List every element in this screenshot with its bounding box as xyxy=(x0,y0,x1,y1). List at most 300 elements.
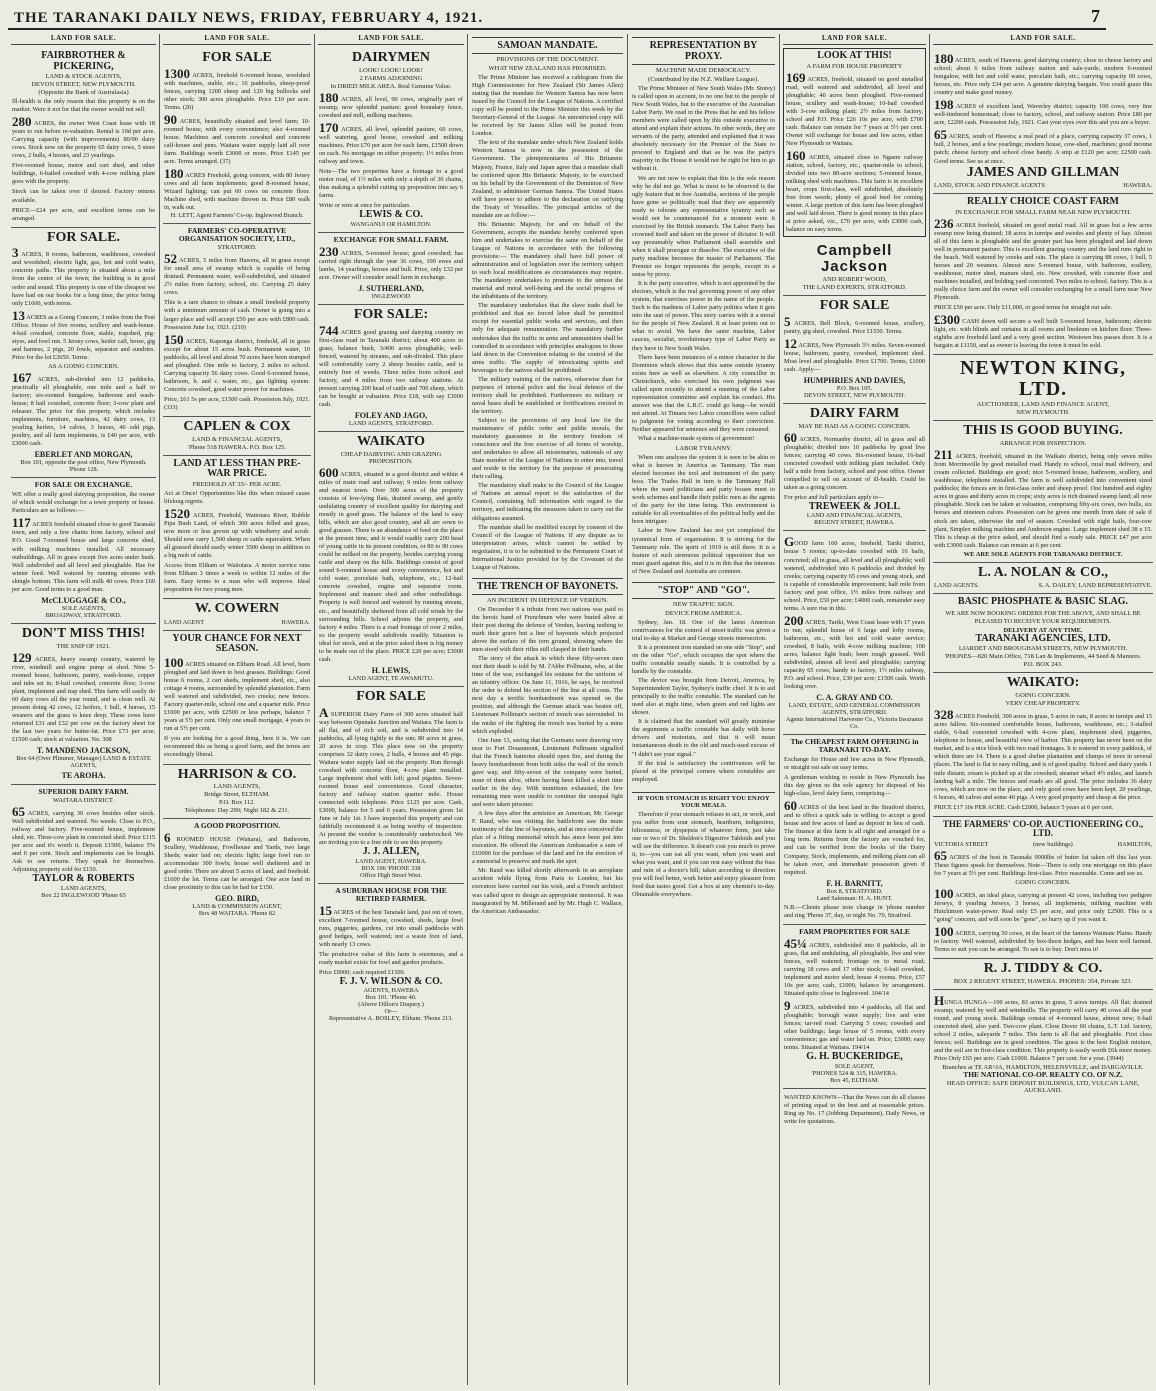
ad-nolan xyxy=(933,563,1153,595)
ad-firm: W. COWERN xyxy=(194,601,280,617)
ad-your-chance xyxy=(163,631,311,765)
column-3 xyxy=(315,34,468,1385)
ad-firm: THE FARMERS' CO-OP. AUCTIONEERING CO., LTD. xyxy=(942,818,1144,839)
ad-subheading: VERY CHEAP PROPERTY. xyxy=(1005,700,1081,708)
ad-price: PRICE £50 per acre. Only £11,000, or good terms for straight out sale. xyxy=(934,304,1113,312)
listing-text: ACRES, carrying 30 cows besides other stock. Well subdivided and watered. No weeds. Close to P.O., railway and factory. Five-roomed house, implement shed, etc. Three-cow plant in concreted shed. Price £115 per acre and it's worth it. Deposit £1500, balance 5% and 6 per cent. Stock and implements can be bought. Ask to see returns. They speak for themselves. Adjoining property sold for £150. xyxy=(12,809,156,874)
ad-address: BROADWAY, STRATFORD. xyxy=(45,611,122,619)
ad-text: Note—The two properties have a frontage to a good motor road, of 1½ miles with only a depth of 30 chains, thus making a splendid cutting up proposition into say 6 farms. xyxy=(319,168,463,200)
listing-text: ACRES, Kaponga district, freehold, all in grass except for about 15 acres bush. Permanent water, 10 paddocks, all level and about 70 acres have been stumped and ploughed. One mile to factory, 2 miles to school. Carrying capacity 56 dairy cows. Good 6-roomed house, bathroom, h. and c. water, etc., gas lighting system. Concrete cowshed, good water power for machines. xyxy=(164,337,310,393)
ad-address: BOX 196 'PHONE 338 xyxy=(361,864,421,872)
ad-look: LOOK! LOOK! LOOK! xyxy=(359,66,423,74)
ad-listing xyxy=(12,649,155,745)
ad-heading: FOR SALE xyxy=(356,688,426,704)
ad-town: NEW PLYMOUTH. xyxy=(1016,409,1070,417)
ad-listing xyxy=(934,923,1152,954)
ad-text: This is a rare chance to obtain a small freehold property with a minimum amount of cash. Owner is going into a larger place and will accept £50 per acre with £800 cash. Possession June 1st, 1921. (210) xyxy=(164,299,310,331)
article-headline: THE TRENCH OF BAYONETS. xyxy=(472,578,623,595)
ad-office: HEAD OFFICE: SAFE DEPOSIT BUILDINGS, LTD, VULCAN LANE, AUCKLAND. xyxy=(946,1080,1140,1095)
ad-firm: Campbell Jackson xyxy=(816,242,893,276)
ad-text: WE offer a really good dairying proposition, the owner of which would exchange for a town property or house. Particulars are as follows:— xyxy=(12,491,155,515)
listing-text: ACRES Freehold, going concern, with 80 Jersey cows and all farm implements; good 8-roomed house, Wizard lighting; can put 60 cows on concrete floor. Machine shed, with machine thrown in. Price £80 walk in, walk out. xyxy=(164,172,310,212)
ad-town: STRATFORD. xyxy=(217,244,257,252)
ad-address: Box 64 (Over Plimmer, Manager) LAND & ESTATE AGENTS, xyxy=(16,755,151,770)
ad-type: LAND & STOCK AGENTS, xyxy=(45,73,122,80)
listing-text: ACRES, Tariki, West Coast lease with 17 years to run; splendid house of 6 large and lofty rooms, bathroom, etc., with hot and cold water service; cowshed, 8 bails, with 4-cow milking machine; 100 acres, balance light bush; been rough grassed. Well subdivided, almost all level and ploughable; carrying capacity 65 cows; handy to factory, 1½ miles railway, P.O. and school. Price, £30 per acre; £1500 cash. Worth looking over. xyxy=(784,618,926,691)
article-paragraph: When one analyses the system it is seen to be akin to what is known in America as Tammany. The man elected becomes the tool and instrument of the party boss. The Trades Hall in turn is the Tammany Hall where the ward politicians and party bosses meet to work schemes and handle their public men as the agents of the party for the time being. This environment is suitable for all eventualities of the political bully and the born intriguer. xyxy=(632,454,775,526)
article-paragraph: There have been instances of a minor character in the Dominion which shows that this same outside tyranny exists here as well as elsewhere. A city councillor in Christchurch, who exercised his own judgment was called upon recently to attend a meeting of the Labor representation committee and explain his conduct. His answer was that the L.R.C. could go hang—he would not attend. At Timaru two Labor councillors were called to judgment for voting according to their conviction. Neither appeared for sentence and they were censured. xyxy=(632,353,775,433)
article-paragraph: Labor in New Zealand has not yet completed the tyrannical form of organisation. It is striving for the Tammany rule. The spirit of 1919 is still there. It is a feature of such strenuous political opposition that we must guard against this, and it is in this that the interests of New Zealand and Australia are common. xyxy=(632,527,775,575)
ad-note: N.B.—Clients please note change in 'phone number and ring 'Phone 37, day, or night No. 70, Stratford. xyxy=(784,903,925,919)
ad-subheading: CHEAP DAIRYING AND GRAZING PROPOSITION. xyxy=(340,450,442,465)
listing-acreage: 13 xyxy=(12,307,25,323)
ad-phones: 'PHONES—820 Main Office, 718 Lan & Implements, 44 Seed & Manures. xyxy=(944,653,1142,661)
listing-text: ACRES, 8 rooms, bathroom, washhouse, cowshed and woodshed; electric light, gas, hot and cold water, concrete paths. This property is situated about a mile from the centre of the town; the building is in good order and sound. This property is one of the cheapest we have had on our books for a long time, the price being only £1600, with terms. xyxy=(12,251,156,307)
ad-less-than-prewar xyxy=(163,456,311,600)
article-stomach-advert xyxy=(631,787,776,903)
ad-text: WANTED KNOWN—That the News can do all classes of printing equal to the best and at reasonable prices. Ring up No. 17 (Jobbing Department), Daily News, or write for quotations. xyxy=(784,1093,925,1125)
column-6 xyxy=(780,34,930,1385)
listing-ref: (37) xyxy=(219,158,231,166)
ad-listing xyxy=(164,654,310,733)
article-paragraph: The mandatory shall make to the Council of the League of Nations an annual report to the satisfaction of the Council, containing full information with regard to the territory, and indicating the measures taken to carry out the obligations assumed. xyxy=(472,482,623,522)
ad-subheading: DELIVERY AT ANY TIME. xyxy=(1003,626,1083,634)
ad-h-lett xyxy=(163,48,311,224)
ad-address: DEVON STREET, NEW PLYMOUTH. xyxy=(803,391,906,399)
ad-address: Box 48 WAITARA. 'Phone 82 xyxy=(198,910,276,918)
article-paragraph: The device was brought from Detroit, America, by Superintendent Taylor, Sydney's traffic chief. It is to aid principally to the traffic constable. The standard can be used also at night time, when green and red lights are shown. xyxy=(632,677,775,717)
ad-heading: FARM PROPERTIES FOR SALE xyxy=(799,926,910,936)
article-subhead: DEVICE FROM AMERICA. xyxy=(665,609,742,617)
listing-acreage: 3 xyxy=(12,245,19,261)
ad-firm: J. J. ALLEN, xyxy=(362,846,420,858)
ad-phone: Telephones: Day 290; Night 182 & 231. xyxy=(184,807,290,815)
ad-and: AND ROBERT WOOD, xyxy=(822,275,887,283)
ad-footer: VICTORIA STREET (new buildings) HAMILTON, xyxy=(934,840,1152,848)
ad-heading: THIS IS GOOD BUYING. xyxy=(963,423,1123,439)
article-paragraph: One June 13, seeing that the Germans were drawing very near to Fort Douaumont, Lieutenant Pollmann signalled that the French batteries should open fire, and during the heavy bombardment from both sides the wall of the trench gave way, and fifty-seven of the company were buried, none of them alive, others having been killed a short time earlier in the day. With munitions exhausted, the few remaining men were unable to continue the unequal fight and were taken prisoner. xyxy=(472,736,623,808)
ad-listing xyxy=(786,69,924,148)
listing-acreage: 65 xyxy=(934,127,947,143)
ad-listing xyxy=(319,243,464,282)
ad-heading: DAIRYMEN xyxy=(351,50,431,65)
ad-box: P.O. Box 112. xyxy=(218,799,256,807)
ad-firm: C. A. GRAY AND CO. xyxy=(816,693,893,703)
ad-foley-jago xyxy=(318,305,464,432)
ad-tiddy xyxy=(933,959,1153,990)
article-paragraph: On December 9 a tribute from two nations was paid to the heroic band of Frenchmen who were buried alive at their post during the defence of Verdun, leaving nothing to mark their grave but a line of bayonets which projected above the surface of the torn ground, showing where the men stood with their rifles still clasped in their hands. xyxy=(472,605,623,654)
listing-text: ACRES, Freehold, Waitotara River, Rubble Pipa Bush Land, of which 300 acres felled and grass, now more or less grown up with wineberry and scrub. Should now carry 1,500 sheep or cattle equivalent. When all grassed should easily winter 3500 sheep in addition to a big mob of cattle. xyxy=(164,511,310,560)
ad-heading: REALLY CHOICE COAST FARM xyxy=(967,196,1119,208)
ad-type: LAND & FINANCIAL AGENTS, xyxy=(192,435,282,443)
ad-look-at-this xyxy=(783,48,926,237)
ad-heading: LAND AT LESS THAN PRE-WAR PRICE. xyxy=(173,457,301,480)
article-stop-and-go xyxy=(631,579,776,787)
ad-heading: FOR SALE xyxy=(202,50,272,65)
ad-listing xyxy=(784,800,925,876)
listing-text: CASH down will secure a well built 5-roomed house, bathroom; electric light, etc. with blinds and curtains in all rooms and linoleum on kitchen floor. Three-eighths acre freehold land and a very good section. Westown bus passes door. It is a bargain at £1150, and as owner is leaving the town it must be sold. xyxy=(934,318,1152,350)
ad-heading: DAIRY FARM xyxy=(809,405,900,421)
listing-acreage: 9 xyxy=(784,997,791,1013)
listing-text: ACRES, south of Hawera; good dairying country; close to cheese factory and school; about 6 miles from railway station and sale-yards; modern 6-roomed bungalow, with hot and cold water, porcelain bath, etc.; carrying capacity 60 cows, horses, etc. Price only £34 per acre. A genuine dairying bargain. You could graze this country and make good money. xyxy=(934,57,1152,97)
ad-address: Bridge Street, ELTHAM. xyxy=(204,791,270,799)
ad-text: Stock can be taken over if desired. Factory returns available. xyxy=(12,188,155,204)
article-paragraph: If the trial is satisfactory the contrivances will be placed at the principal corners where constables are employed. xyxy=(632,759,775,783)
article-paragraph: The mandatory undertakes that the slave trade shall be prohibited and that no forced labor shall be permitted except for essential public works and services, and then only for adequate remuneration. The mandatory further undertakes that the traffic in arms and ammunition shall be controlled in accordance with principles analogous to those laid down in the Convention relating to the control of the arms traffic. The supply of intoxicating spirits and beverages to the natives shall be prohibited. xyxy=(472,302,623,374)
ad-representative: Representative A. BOSLEY, Eltham. 'Phone 213. xyxy=(329,1015,453,1023)
ad-type: LAND AGENTS, xyxy=(213,783,261,791)
ad-address: THE LAND EXPERTS, STRATFORD. xyxy=(802,283,907,291)
column-5 xyxy=(628,34,780,1385)
listing-acreage: A xyxy=(319,704,329,720)
ad-town: TE AROHA. xyxy=(61,771,106,781)
ad-listing xyxy=(934,129,1152,165)
ad-listing xyxy=(784,313,925,336)
ad-address: 'PHONES 524 & 315, HAWERA. xyxy=(811,1069,898,1077)
ad-text: Write or wire at once for particulars. xyxy=(319,202,411,210)
ad-firm: McCLUGGAGE & CO., xyxy=(41,595,126,605)
ad-waikato-farmers-coop xyxy=(933,673,1153,816)
ad-heading: WAIKATO: xyxy=(1006,675,1080,691)
ad-listing xyxy=(784,536,925,612)
ad-text: If you are looking for a good thing, here it is. We can recommend this as being a good farm, and the terms are exceedingly liberal. xyxy=(164,735,310,759)
ad-sutherland xyxy=(318,233,464,305)
listing-ref: No. 308 xyxy=(91,735,112,743)
ad-heading: A SUBURBAN HOUSE FOR THE RETIRED FARMER. xyxy=(335,885,447,903)
listing-text: ACRES, an ideal place, carrying at present 42 cows, including two pedigree Jerseys, 8 yearling Jerseys, 3 horses, all implements, milking machine with Hutchinson water-power. Real only £5 per acre, and price only £2500. This is a "going" concern, and will soon be "gone", so hurry up if you want it. xyxy=(934,891,1152,923)
listing-acreage: 45¼ xyxy=(784,935,807,951)
column-header: LAND FOR SALE. xyxy=(318,34,464,45)
ad-treweek-joll xyxy=(783,404,926,532)
ad-listing: 45¼ ACRES, subdivided into 8 paddocks, all in grass, flat and undulating, all ploughable, live and wire fences, well watered; frontage on to metal road; carrying 18 cows and 17 other stock; 6-bail cowshed, implement and motor shed; house 4 rooms. Price, £57 10s per acre; cash, £1000, balance by arrangement. Situated quite close to Inglewood. 104/14 xyxy=(784,935,925,997)
ad-listing xyxy=(319,322,463,409)
ad-dont-miss-this xyxy=(11,624,156,785)
masthead-title: THE TARANAKI DAILY NEWS, FRIDAY, FEBRUARY 4, 1921. xyxy=(14,10,484,26)
listing-acreage: 169 xyxy=(786,69,806,85)
ad-wanted-known xyxy=(783,1089,926,1130)
column-4 xyxy=(468,34,628,1385)
ad-firm: NEWTON KING, LTD. xyxy=(959,357,1127,401)
ad-price: Price £9000; cash required £1500. xyxy=(319,968,406,976)
ad-taranaki-agencies xyxy=(933,594,1153,673)
ad-firm: H. LEWIS, xyxy=(371,665,411,675)
article-subhead: AN INCIDENT IN DEFENCE OF VERDUN. xyxy=(486,596,609,604)
ad-note: (Above Dillon's Drapery.) xyxy=(358,1001,424,1009)
listing-text: ACRES, all level, 90 cows, originally part of swamp, now splendid pasture; good boundary fence, cowshed and mill, milking machines. xyxy=(319,95,464,119)
ad-good-buying xyxy=(933,421,1153,562)
ad-heading: FOR SALE xyxy=(819,297,890,313)
ad-listing xyxy=(164,832,310,892)
ad-ca-gray xyxy=(783,531,926,735)
ad-text: WE ARE NOW BOOKING ORDERS FOR THE ABOVE, AND SHALL BE PLEASED TO RECEIVE YOUR REQUIREMENTS. xyxy=(945,609,1141,625)
listing-acreage: 600 xyxy=(319,464,339,480)
ad-representative: Land Salesman: H. A. HUNT. xyxy=(816,894,893,902)
ad-listing xyxy=(12,803,156,874)
article-paragraph: The text of the mandate under which New Zealand holds Western Samoa is now in the possession of the Government. The plenipotentiaries of His Britannic Majesty, France, Italy and Japan agree that a mandate shall be conferred upon His Britannic Majesty, to be exercised on his behalf by the Government of the Dominion of New Zealand, to administer German Samoa. The United States will have power to adhere to the declaration on ratifying the Treaty of Versailles. The principal articles of the mandate are as follow:— xyxy=(472,139,623,219)
article-trench-of-bayonets xyxy=(471,575,624,919)
ad-office: Office High Street West. xyxy=(360,871,422,879)
listing-acreage: 5 xyxy=(784,313,791,329)
ad-town: INGLEWOOD xyxy=(371,292,411,300)
ad-listing xyxy=(12,369,155,448)
listing-acreage: £300 xyxy=(934,312,960,328)
ad-listing xyxy=(12,247,155,307)
ad-firm: LEWIS & CO. xyxy=(359,209,423,221)
listing-acreage: 52 xyxy=(164,251,177,267)
ad-listing xyxy=(164,331,310,394)
ad-firm: TAYLOR & ROBERTS xyxy=(32,873,135,885)
ad-listing: 9 ACRES, subdivided into 4 paddocks, all flat and ploughable; borough water supply; live and wire fences; tar-red road. Carrying 5 cows; cowshed and other buildings; large house of 5 rooms, with every convenience; gas and water laid on. Price, £3000; easy terms. Situated at Waitara. 194/14 xyxy=(784,997,925,1052)
ad-heading: FOR SALE: xyxy=(353,306,429,322)
listing-text: ACRES, Bell Block, 6-roomed house, scullery, pantry, gig shed, cowshed. Price £1550. Terms. xyxy=(784,319,925,335)
page-number: 7 xyxy=(1091,6,1100,26)
ad-heading: LOOK AT THIS! xyxy=(817,50,892,61)
listing-text: ACRES, all level, splendid pasture, 60 cows, well watering, good house, cowshed and milking machines. Price £70 per acre for each farm, £1500 down on each. No mortgage on either property; 1½ miles from railway and town. xyxy=(319,125,463,166)
ad-footer: LAND AGENTS. S. A. DAILEY, LAND REPRESENTATIVE. xyxy=(934,582,1152,590)
ad-heading: WAIKATO xyxy=(357,434,425,450)
ad-firm: CAPLEN & COX xyxy=(183,419,291,435)
article-headline: "STOP" AND "GO". xyxy=(632,582,775,599)
listing-acreage: 167 xyxy=(12,369,32,385)
listing-acreage: 180 xyxy=(319,89,339,105)
listing-text: ACRES freehold situated close to good Taranaki town, and only a few chains from factory, school and P.O. Good 7-roomed house and large concrete shed, with milking machines installed. All necessary outbuildings. All in grass except five acres under bush. Well subdivided and all level and ploughable. Has for winter feed. Well watered by running streams with shingle bottom. This farm will milk 40 cows. Price £60 per acre. Good terms to a good man. xyxy=(12,521,155,593)
listing-acreage: 230 xyxy=(319,243,339,259)
listing-text: ACRES, subdivided into 4 paddocks, all flat and ploughable; borough water supply; live and wire fences; tar-red road. Carrying 5 cows; cowshed and other buildings; large house of 5 rooms, with every convenience; gas and water laid on. Price, £3000; easy terms. Situated at Waitara. xyxy=(784,1003,925,1052)
ad-text: Five-roomed house, motor and cart shed, and other buildings, 6-bailed cowshed with 4-cow milking plant goes with the property. xyxy=(12,162,155,186)
ad-address: LIARDET AND BROUGHAM STREETS, NEW PLYMOUTH. xyxy=(958,645,1128,653)
listing-acreage: 236 xyxy=(934,215,954,231)
listing-text: ACRES, freehold 6-roomed house, woolshed with machines, stable, etc.; 16 paddocks, sheep-proof fences, carrying 1200 sheep and 120 big bullocks and other stock; 300 acres ploughable. Price £10 per acre. Terms. xyxy=(164,71,311,111)
listing-text: ACRES as a Going Concern, 3 miles from the Post Office. House of five rooms, scullery and wash-house. 4-bail cowshed, concrete floor, stable, trapshed, pig-styes, and fowl run. 5 Jersey cows, heifer calf, horse, gig and harness, 2 pigs, 20 fowls, separator and sundries. Price for the lot £2650. Terms. xyxy=(12,313,155,361)
ad-subheading: MAY BE HAD AS A GOING CONCERN. xyxy=(798,422,911,430)
listing-acreage: 65 xyxy=(934,847,947,863)
listing-ref: (20) xyxy=(182,103,194,111)
article-paragraph: Mr. Rand was killed shortly afterwards in an aeroplane accident while flying from Paris to London, but his executors have carried out his wish, and a French architect was called upon to design an appropriate memorial. It was inaugurated by M. Millerand and by Mr. Hugh C. Wallace, the American Ambassador. xyxy=(472,867,623,915)
ad-subheading: GOING CONCERN. xyxy=(1015,878,1071,886)
ad-agents: Agents International Harvester Co., Victoria Insurance Co. xyxy=(785,716,924,731)
column-header: LAND FOR SALE. xyxy=(783,34,926,45)
listing-acreage: 12 xyxy=(784,335,797,351)
ad-or: Or— xyxy=(384,1008,398,1016)
ad-address: Box 22 INGLEWOOD 'Phone 65 xyxy=(41,891,126,899)
listing-acreage: 6 xyxy=(164,830,171,846)
ad-subheading: WAITARA DISTRICT. xyxy=(52,796,115,804)
listing-text: ACRES of excellent land, Waverley district; capacity 100 cows, very fine well-timbered homestead; close to factory, school, and railway station. Price £80 per acre, £2200 cash. Possession July, 1921. Cast your eyes over this and you are a buyer. xyxy=(934,103,1152,127)
article-paragraph: The Prime Minister of New South Wales (Mr. Storey) is called upon to account, to no one but to the people of New South Wales, but to the executive of the Australian Labor Party. We read in the Press that he and his fellow members were called upon by this outside executive to attend and explain their actions. In other words, they are servants of the party, attended and explained that it was absolutely necessary for the Premier of the State to proceed to England and that as he was the party's majority in the House it would not be right for him to go without it. xyxy=(632,85,775,173)
article-headline: IF YOUR STOMACH IS RIGHT YOU ENJOY YOUR MEALS. xyxy=(632,792,775,809)
listing-text: ACRES good grazing and dairying country on first-class road in Taranaki district; about 400 acres in grass, balance bush, 3/400 acres ploughable, well-fenced, watered by streams, and sub-divided. This place will comfortably carry 2 sheep besides cattle, and is entirely free of weeds. Three miles from school and factory, and 4 miles from two railway stations. At present carrying 200 head of cattle and 700 sheep, which can be bought at valuation. Price £18, with say £3000 cash. xyxy=(319,328,463,408)
listing-text: ACRES, carrying 50 cows, in the heart of the famous Waimate Plains. Handy to factory. Well watered, subdivided by box-thorn hedges, and has been well farmed. Terms to suit you can be arranged. To see is to buy. Don't miss it! xyxy=(934,929,1152,954)
listing-text: ACRES of the best in Taranaki 9000lbs of butter fat taken off this last year. These figures speak for themselves. Note—There is only one mortgage on this place for 7 years at 5½ per cent. Buildings first-class. Price reasonable. Come and see us. xyxy=(934,853,1152,877)
listing-acreage: 328 xyxy=(934,707,954,723)
ad-buckeridge xyxy=(783,925,926,1089)
listing-text: ACRES, situated in a good district and within 4 miles of main road and railway; 9 miles from railway and nearest town. Over 300 acres of the property consists of low-lying flats, drained swamp, and gently undulating country of excellent quality for dairying and mostly in good grass. The balance of the land is easy hills, which are also good country, and all are sown to good grasses. There is an abundance of feed on the place at the present time, and it would readily carry 200 head of young cattle in its present condition, or 80 to 90 cows could be milked on the property, besides carrying young cattle and sheep on the hills. Buildings consist of good sound 6-roomed house and every convenience, hot and cold water, porcelain bath, telephone, etc.; 12-bail concrete cowshed, engine and separator room. Implement and manure shed and other outbuildings. Property is well fenced and watered by running stream, etc., and beautifully sheltered from all cold winds by the surrounding hills. School adjoins the property, and factory 4 miles. There is a road frontage of over 2 miles, so the property would subdivide readily. Situation is ideal for stock, and at the price asked there is big money to be made out of the place. PRICE £20 per acre; £3000 cash. xyxy=(319,470,463,663)
ad-type: SOLE AGENT, xyxy=(834,1062,875,1070)
masthead xyxy=(8,6,1106,30)
article-paragraph: Sydney, Jan. 18. One of the latest American contrivances for the control of street traffic was given a trial to-day at Market and George streets intersection. xyxy=(632,618,775,642)
ad-text: Access from Eltham or Waitotara. A motor service runs from Eltham 3 times a week to within 12 miles of the farm. Easy terms to a man who will improve. Ideal proposition for two young men. xyxy=(164,562,310,594)
ad-dairymen xyxy=(318,48,464,233)
ad-listing xyxy=(786,147,923,234)
article-headline: SAMOAN MANDATE. xyxy=(472,37,623,54)
ad-address: 'Phone 518 HAWERA. P.O. Box 125. xyxy=(188,443,286,451)
article-paragraph: It is the party executive, which is not appointed by the electors, which is the real governing power of any other system, that exercises power in the name of the people. Such is the madness of Labor party politics when it gets into the seat of power. This story carries with it a moral for the people of New Zealand. It at least points out to what to avoid. We have the same machine, Labor caucus, socialist, revolutionary type of Labor Party as they have in New South Wales. xyxy=(632,280,775,352)
listing-acreage: 280 xyxy=(12,114,32,130)
listing-text: OOD farm 160 acres, freehold, Tariki district, house 5 rooms; up-to-date cowshed with 16 bails, concreted; all in grass, all level and all ploughable; well watered, subdivided into 6 paddocks and divided by creeks; carrying capacity 65 cows and young stock, and is capable of considerable improvement; half mile from factory and post office, 1½ miles from railway and school. Price, £50 per acre; £4000 cash, remainder easy terms. A sure rise in this. xyxy=(784,540,925,612)
ad-heading: BASIC PHOSPHATE & BASIC SLAG. xyxy=(957,596,1129,608)
ad-firm: GEO. BIRD, xyxy=(215,894,259,904)
listing-text: ACRES, situated close to Ngaere railway station, school, factory, etc.; quarter-mile to school; divided into two 80-acre sections; 5-roomed house, milking shed with machines. This farm is in excellent heart, crops first-class, well subdivided, absolutely free from weeds; plenty of good feed for coming winter. A large portion of this farm has been ploughed and well laid down. There is good money in this place at price asked, viz., £70 per acre, with £3000 cash, balance on easy terms. xyxy=(786,153,923,234)
article-paragraph: We are not now to explain that this is the sole reason why he did not go. What is most to be observed is the ugly feature that in free Australia, sections of the people have gone so politically mad that they are apparently ready to tolerate any representative tyranny such as would not be countenanced for a moment were it exercised by the British monarch. The Labor Party has crowned itself and taken on the power of dictator. It will say presumably when Parliament shall assemble and when it shall prorogue or dissolve. The executive of the party machine becomes the master of Parliament. The Premier no longer represents the people, except in a sense by proxy. xyxy=(632,174,775,279)
article-subhead: LABOR TYRANNY. xyxy=(675,445,732,453)
ad-address: REGENT STREET, HAWERA. xyxy=(814,519,895,527)
ad-heading: FOR SALE OR EXCHANGE. xyxy=(34,480,133,490)
ad-superior-dairy-farm xyxy=(11,785,156,903)
listing-text: ACRES, 5-roomed house; good cowshed; has carried right through the year 36 cows, 100 ewes and lambs, 14 yearlings, horses and bull. Price, only £32 per acre. Owner will consider small farm in exchange. xyxy=(319,249,464,281)
ad-subheading: AS A GOING CONCERN. xyxy=(48,362,119,370)
ad-subheading: GOING CONCERN. xyxy=(1015,692,1071,700)
listing-acreage: 198 xyxy=(934,97,954,113)
ad-subheading: ARRANGE FOR INSPECTION. xyxy=(999,440,1087,448)
listing-text: UNGA HUNGA—100 acres, 83 acres in grass, 5 acres turnips. All flat; drained swamp; watered by well and windmills. The property will carry 40 cows all the year round, and young stock. Buildings consist of 4-roomed house, almost new; 6-bail concreted shed, also yard. Two-cow plant. Close Dover 60 chains, L.T. Ltd. factory, school 2 miles, saleyards 7 miles. This farm is all flat and ploughable. First class fences; soil. Buildings are in good condition. The grass is the best English mixture, and the soil are in first-class condition. This property is easily worth £6k more money. Price Only £65 per acre. Cash £1000. Balance 7 per cent. for a year. xyxy=(934,998,1152,1063)
article-paragraph: A few days after the armistice an American, Mr. George F. Rand, who was visiting the battlefront saw the mute testimony of the line of bayonets, and at once conceived the plan of a fitting memorial which has since been put into execution. He offered the American Ambassador a sum of £10000 for the purchase of the land and for the erection of a memorial to preserve and mark the spot. xyxy=(472,810,623,866)
ad-firm: R. J. TIDDY & CO. xyxy=(983,961,1103,977)
listing-text: ACRES, 5 miles from Hawera, all in grass except for small area of swamp which is capable of being drained. Permanent water, well-subdivided, and situated 2½ miles from factory, school, etc. Carrying 25 dairy cows. xyxy=(164,257,310,297)
article-samoan-mandate xyxy=(471,34,624,575)
ad-firm: F. J. V. WILSON & CO. xyxy=(339,975,443,987)
ad-farmers-auctioneering xyxy=(933,817,1153,959)
ad-listing xyxy=(319,89,464,120)
ad-james-gillman xyxy=(933,48,1153,194)
ad-listing xyxy=(319,902,463,949)
ad-listing xyxy=(934,847,1152,878)
ad-listing xyxy=(164,168,310,212)
ad-listing xyxy=(934,314,1152,350)
ad-address: WANGANUI OR HAMILTON. xyxy=(350,220,432,228)
listing-acreage: H xyxy=(934,992,945,1008)
ad-branches: Branches at TE AR^JA, HAMILTON, HELENSVILLE, and DARGAVILLE. xyxy=(942,1064,1144,1072)
listing-text: ACRES, New Plymouth 3½ miles. Seven-roomed house, bathroom, pantry, cowshed, implement shed. Most level and ploughable. Price £1700. Terms, £1000 cash. Apply— xyxy=(784,341,925,373)
listing-text: ACRES of the best land in the Stratford district, and to effect a quick sale is willing to accept a good house and few acres of land as deposit in lieu of cash. The finance at this farm is all right and arranged for a long term. Returns from the factory are vouched for, and can be verified from the books of the Dairy Company. Stock, implements, and milking plant can all be taken over, and immediate possession given if required. xyxy=(784,804,925,876)
ad-heading: The CHEAPEST FARM OFFERING in TARANAKI TO-DAY. xyxy=(790,737,919,755)
ad-heading: EXCHANGE FOR SMALL FARM. xyxy=(333,234,449,244)
ad-geo-bird xyxy=(163,819,311,921)
ad-text: Ill-health is the only reason that this property is on the market. Were it not for that the owner would not sell. xyxy=(12,98,155,114)
ad-listing: HUNGA HUNGA—100 acres, 83 acres in grass, 5 acres turnips. All flat; drained swamp; watered by well and windmills. The property will carry 40 cows all the year round, and young stock. Buildings consist of 4-roomed house, almost new; 6-bail concreted shed, also yard. Two-cow plant. Close Dover 60 chains, L.T. Ltd. factory, school 2 miles, saleyards 7 miles. This farm is all flat and ploughable. First class fences; soil. Buildings are in good condition. The grass is the best English mixture, and the soil are in first-class condition. This property is easily worth £6k more money. Price Only £65 per acre. Cash £1000. Balance 7 per cent. for a year. (3944) xyxy=(934,992,1152,1063)
ad-listing xyxy=(319,119,463,166)
ad-firm: J. SUTHERLAND, xyxy=(358,283,424,293)
listing-text: ACRES Freehold, 300 acres in grass, 5 acres in oats, 8 acres in turnips and 15 acres fallow. Six-roomed comfortable house, bathroom, washhouse, etc.; 3-stalled stable, 6-bail concreted cowshed with 4-cow plant, implement shed, piggeries, telephone to house, and beautiful view of harbor. This property has never been on the market, and is a nice block with two road frontages. It is watered in every paddock, of which there are 14. There is a good shelter plantation and clumps of trees in several places. The land is flat to easy rolling, and is of good quality. School and dairy yards 1 mile distant; cream is picked up at the cowshed; steamer wharf 4½ miles, and launch landing half a mile. The fences and roads are all good. The price includes 36 dairy cows, which are now on the place, and only good cows have been kept. 20 yearlings, 6 horses, 40 calves and some 40 pigs. A very good property and cheap at the price. xyxy=(934,713,1152,801)
ad-listing xyxy=(934,885,1152,924)
listing-acreage: 150 xyxy=(164,331,184,347)
ad-listing xyxy=(319,464,463,664)
listing-acreage: 170 xyxy=(319,119,339,135)
ad-heading: DON'T MISS THIS! xyxy=(21,625,146,641)
ad-firm: TREWEEK & JOLL xyxy=(808,500,901,512)
ad-price: PRICE—£24 per acre, and excellent terms can be arranged. xyxy=(12,206,155,222)
article-paragraph: The military training of the natives, otherwise than for purposes of internal police and the local defence of the territory shall be prohibited. Furthermore no military or naval bases shall be established or fortifications erected in the territory. xyxy=(472,375,623,415)
listing-text: ACRES situated on Eltham Road. All level, been ploughed and laid down to best grasses. Buildings: Good house 6 rooms, 2 cart sheds, implement shed, etc., also cottage 4 rooms, surrounded by splendid plantation. Farm well watered and subdivided, two creeks; new fences. Factory quarter-mile, school one and a quarter mile. Price £1000 per acre, with £2500 or less perhaps, balance 7 years at 5½ per cent. Only one small mortgage, 4 years to run at 5½ per cent. xyxy=(164,660,310,733)
ad-subheading: THE SNIP OF 1921. xyxy=(56,642,111,650)
listing-acreage: 60 xyxy=(784,798,797,814)
ad-waikato-lewis xyxy=(318,432,464,687)
listing-acreage: 211 xyxy=(934,447,953,463)
listing-acreage: 15 xyxy=(319,902,332,918)
ad-jj-allen xyxy=(318,687,464,884)
listing-acreage: 90 xyxy=(164,111,177,127)
listing-acreage: 160 xyxy=(786,147,806,163)
column-7 xyxy=(930,34,1156,1385)
ad-firm: G. H. BUCKERIDGE, xyxy=(806,1051,903,1063)
listing-acreage: 1520 xyxy=(164,505,190,521)
article-paragraph: The mandate shall be modified except by consent of the Council of the League of Nations. If any dispute as to interpretation arises, which cannot be settled by negotiation, it is to be submitted to the Permanent Court of International Justice provided for by the Covenant of the League of Nations. xyxy=(472,523,623,571)
listing-text: ACRES, heavy swamp country, watered by river, windmill and engine pump at shed. Nine 5-roomed house, bathroom, pantry, wash-house, copper and tubs set in; 8-bail cowshed, concrete floor, 3-cow plant, implement and trap shed. This farm will easily do 60 dairy cows all the year round, and is clean well. At present doing 42 cows, 12 heifers, 1 bull, 4 horses, 15 weaners and the grass is knee deep. These cows have returned £31 and £32 per cow on the factory sheet for the last two years for butter-fat. Price £73 per acre; £1500 cash; stock at valuation. xyxy=(12,655,155,743)
ad-listing xyxy=(12,116,155,160)
ad-listing xyxy=(934,449,1152,550)
listing-acreage: 100 xyxy=(934,885,954,901)
ad-firm: HARRISON & CO. xyxy=(177,766,297,782)
listing-text: ACRES, sub-divided into 12 paddocks, practically all ploughable, one mile and a half to factory; six-roomed bungalow, bathroom and wash-house; 8 bail cowshed, concrete floor; 3-cow plant and releaser. The price for this property, which includes implements, furniture, machines, 42 dairy cows, 13 yearling heifers, 14 calves, 3 horses, 40 odd pigs, poultry, and all farm implements, is £40 per acre, with £3000 cash. xyxy=(12,375,155,448)
article-paragraph: The Prime Minister has received a cablegram from the High Commissioner for New Zealand (Sir James Allen) stating that the mandate for Western Samoa has now been issued by the Council for the League of Nations. A certified copy will be posted to the Prime Minister this week by the Secretary-General of the League. An unrestricted copy will be received by Sir James Allen will be posted from London. xyxy=(472,74,623,138)
ad-for-sale-eberlet xyxy=(11,228,156,479)
ad-listing xyxy=(934,215,1152,302)
ad-firm: F. H. BARNITT, xyxy=(826,878,883,888)
ad-address: Box 101. 'Phone 40. xyxy=(365,994,417,1002)
column-1 xyxy=(8,34,160,1385)
article-paragraph: Subject to the provisions of any local law for the maintenance of public order and public morals, the mandatory guarantees in the territory freedom of conscience and the free exercise of all forms of worship, and undertakes to allow all missionaries, nationals of any State member of the League of Nations to enter into, travel and reside in the territory for the purpose of prosecuting their calling. xyxy=(472,416,623,481)
ad-box: Box 8, STRATFORD. xyxy=(826,887,883,895)
ad-campbell-jackson xyxy=(783,240,926,296)
listing-acreage: 129 xyxy=(12,649,32,665)
article-headline: REPRESENTATION BY PROXY. xyxy=(632,37,775,65)
ad-text: Act at Once! Opportunities like this when missed cause lifelong regrets. xyxy=(164,489,310,505)
ad-firm: HUMPHRIES AND DAVIES, xyxy=(803,375,906,385)
column-2 xyxy=(160,34,315,1385)
ad-firm: FAIRBROTHER & PICKERING, xyxy=(41,50,126,72)
ad-text: A gentleman wishing to reside in New Plymouth has this day given us the sole agency for disposal of his high-class, level dairy farm, comprising— xyxy=(784,774,925,798)
ad-humphries-davies xyxy=(783,296,926,404)
listing-acreage: 744 xyxy=(319,322,339,338)
ad-listing xyxy=(12,517,155,593)
ad-note: WE ARE SOLE AGENTS FOR TARANAKI DISTRICT. xyxy=(963,550,1123,558)
ad-choice-coast-farm xyxy=(933,194,1153,355)
ad-address: Box 101, opposite the post office, New Plymouth. 'Phone 128. xyxy=(20,459,147,474)
ad-line: 2 FARMS ADJOINING xyxy=(359,74,423,82)
ad-heading: FOR SALE. xyxy=(46,229,121,245)
ad-fjv-wilson xyxy=(318,884,464,1027)
article-subhead: (Contributed by the N.Z. Welfare League). xyxy=(648,76,759,83)
listing-acreage: 180 xyxy=(934,51,954,66)
listing-acreage: 117 xyxy=(12,515,31,531)
ad-type: LAND AGENT, HAWERA. xyxy=(355,857,427,865)
column-header: LAND FOR SALE. xyxy=(933,34,1153,45)
ad-type: LAND AND FINANCIAL AGENTS, xyxy=(806,512,903,520)
ad-footer: LAND AGENT HAWERA. xyxy=(164,618,310,626)
ad-address: LAND AGENTS, STRATFORD. xyxy=(348,420,434,428)
ad-type: LAND, ESTATE, AND GENERAL COMMISSION AGENTS, STRATFORD. xyxy=(788,702,921,717)
ad-firm: JAMES AND GILLMAN xyxy=(966,164,1120,180)
listing-text: ACRES, freehold, situated on good metalled road, well watered and subdivided, all level and ploughable; 40 acres been ploughed. Five-roomed house, scullery and wash-house; 10-bail cowshed with 3-cow milking plant; 2½ miles from factory, school and P.O. Price £26 10s per acre, with £700 cash. Balance can remain for 7 years at 5½ per cent. Owner will exchange for house and few acres, either New Plymouth or Waitara. xyxy=(786,75,924,147)
article-paragraph: The story of the attack in which these fifty-seven men met their death is told by M. l'Abbe Pollmann, who, at the time of the war, exchanged his soutane for the uniform of an infantry officer. On June 11, 1916, he says, he received the order to defend his section of the line at all costs. The next day a terrific bombardment was opened on the position, and although the German attack was beaten off, Lieutenant Polliman's section of trench was surrounded. In the midst of the fighting the trench was buried by a mine which exploded. xyxy=(472,655,623,735)
ad-price: Price, £61 5s per acre, £1500 cash. Possession July, 1921. (333) xyxy=(164,395,310,411)
listing-text: ACRES, beautifully situated and level farm; 10-roomed house, with every convenience; also 4-roomed house. Machines and concrete cowshed and concrete calf-house and pens. Waitara water supply laid all over farm. Buildings worth £3000 or more. Price £145 per acre. Terms arranged. xyxy=(164,117,310,166)
ad-listing xyxy=(784,429,925,492)
ad-heading: A GOOD PROPOSITION. xyxy=(193,821,281,831)
ad-barnitt xyxy=(783,735,926,925)
ad-address: DEVON STREET, NEW PLYMOUTH. xyxy=(31,81,136,88)
column-header: LAND FOR SALE. xyxy=(11,34,156,45)
ad-firm: EBERLET AND MORGAN, xyxy=(34,450,133,460)
